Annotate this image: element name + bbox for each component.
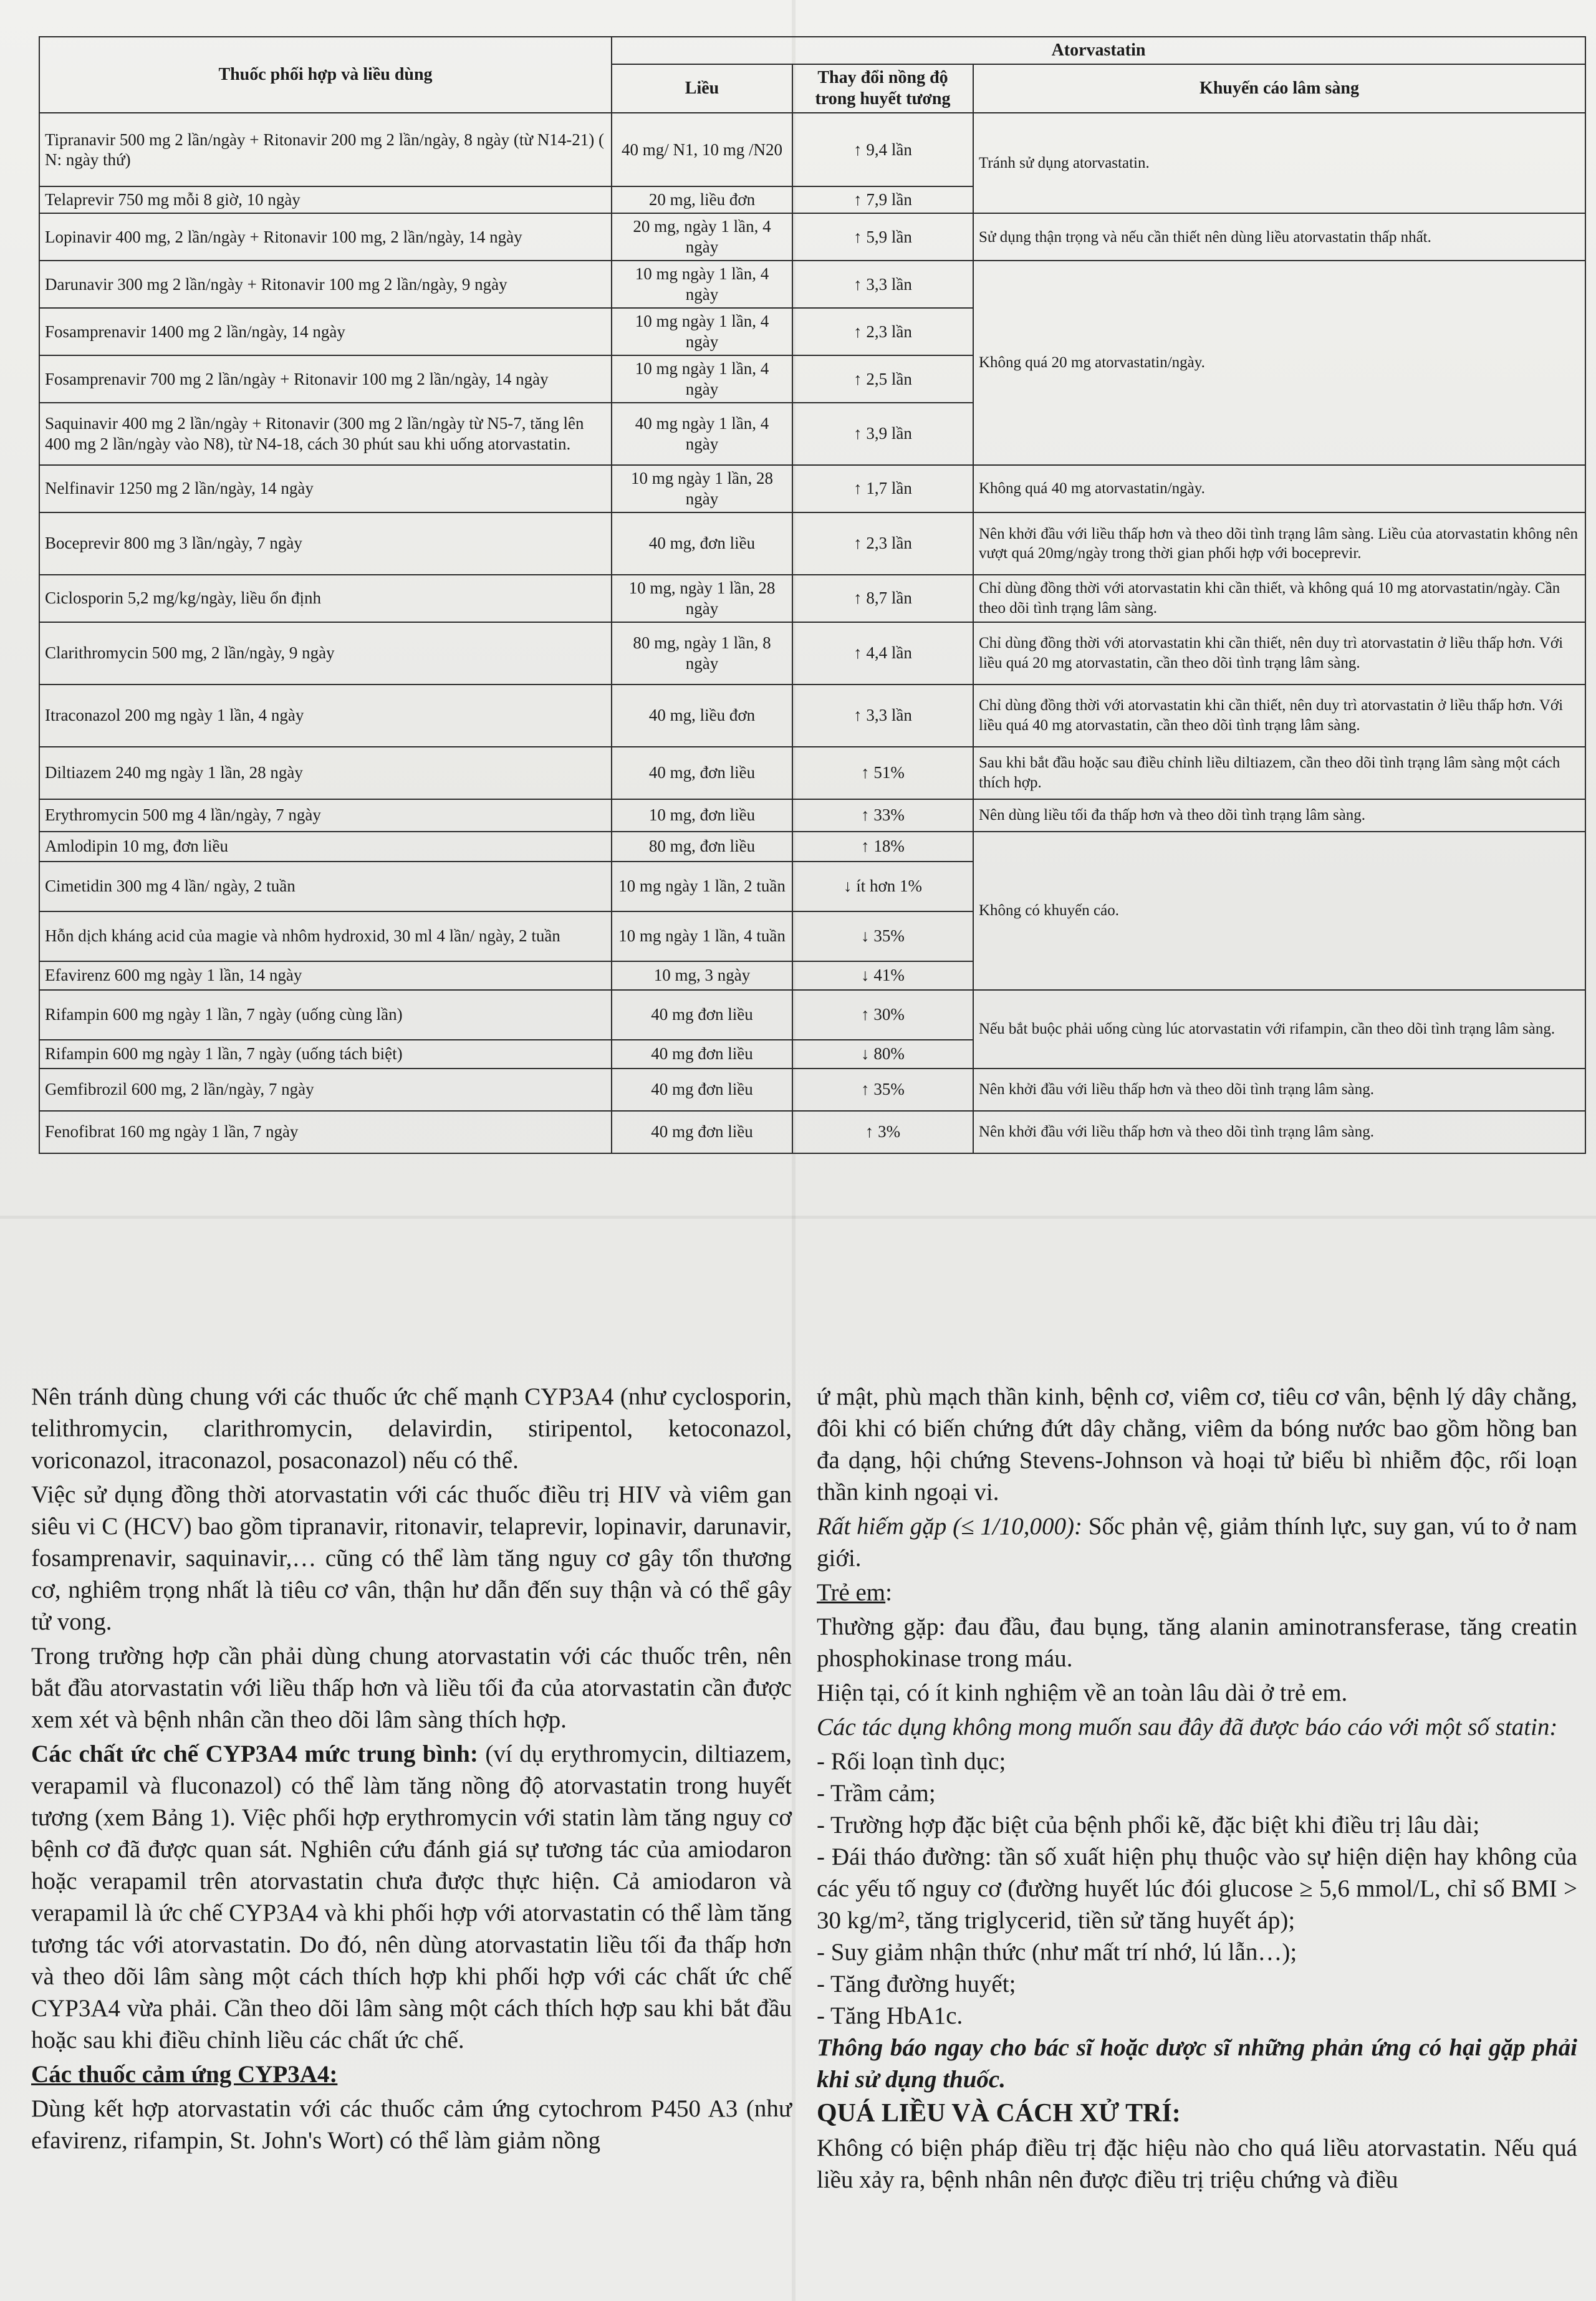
header-recommendation: Khuyến cáo lâm sàng [973, 64, 1585, 113]
drug-cell: Itraconazol 200 mg ngày 1 lần, 4 ngày [39, 685, 612, 747]
heading-colon: : [885, 1579, 892, 1606]
change-cell: ↑ 2,3 lần [792, 308, 973, 355]
table-row [39, 990, 1585, 1040]
header-change: Thay đổi nồng độ trong huyết tương [792, 64, 973, 113]
recommendation-cell: Không quá 20 mg atorvastatin/ngày. [973, 261, 1585, 465]
drug-cell: Cimetidin 300 mg 4 lần/ ngày, 2 tuần [39, 862, 612, 911]
section-heading: Các thuốc cảm ứng CYP3A4: [31, 2061, 338, 2088]
drug-cell: Amlodipin 10 mg, đơn liều [39, 832, 612, 862]
paragraph: Hiện tại, có ít kinh nghiệm về an toàn lâu dài ở trẻ em. [817, 1679, 1348, 1706]
list-item: - Suy giảm nhận thức (như mất trí nhớ, lú lẫn…); [817, 1939, 1297, 1966]
drug-cell: Ciclosporin 5,2 mg/kg/ngày, liều ổn định [39, 575, 612, 622]
paragraph: ứ mật, phù mạch thần kinh, bệnh cơ, viêm cơ, tiêu cơ vân, bệnh lý dây chằng, đôi khi có biến chứng đứt dây chằng, viêm da bóng nước bao gồm hồng ban đa dạng, hội chứng Stevens-Johnson và hoại tử biểu bì nhiễm độc, rối loạn thần kinh ngoại vi. [817, 1383, 1577, 1506]
table-row [39, 512, 1585, 575]
recommendation-cell: Nên khởi đầu với liều thấp hơn và theo dõi tình trạng lâm sàng. Liều của atorvastatin không nên vượt quá 20mg/ngày trong thời gian phối hợp với boceprevir. [973, 512, 1585, 575]
change-cell: ↑ 18% [792, 832, 973, 862]
change-cell: ↑ 3,9 lần [792, 403, 973, 465]
change-cell: ↓ 41% [792, 961, 973, 990]
change-cell: ↑ 5,9 lần [792, 213, 973, 261]
change-cell: ↑ 33% [792, 799, 973, 832]
subheading: Các chất ức chế CYP3A4 mức trung bình: [31, 1741, 478, 1767]
change-cell: ↑ 2,3 lần [792, 512, 973, 575]
header-dose: Liều [612, 64, 792, 113]
change-cell: ↑ 8,7 lần [792, 575, 973, 622]
drug-cell: Erythromycin 500 mg 4 lần/ngày, 7 ngày [39, 799, 612, 832]
change-cell: ↑ 7,9 lần [792, 186, 973, 213]
recommendation-cell: Chỉ dùng đồng thời với atorvastatin khi cần thiết, và không quá 10 mg atorvastatin/ngày. Cần theo dõi tình trạng lâm sàng. [973, 575, 1585, 622]
dose-cell: 40 mg, đơn liều [612, 747, 792, 799]
dose-cell: 40 mg đơn liều [612, 1040, 792, 1069]
drug-cell: Lopinavir 400 mg, 2 lần/ngày + Ritonavir 100 mg, 2 lần/ngày, 14 ngày [39, 213, 612, 261]
drug-cell: Saquinavir 400 mg 2 lần/ngày + Ritonavir (300 mg 2 lần/ngày từ N5-7, tăng lên 400 mg 2 lần/ngày vào N8), từ N4-18, cách 30 phút sau khi uống atorvastatin. [39, 403, 612, 465]
table-row [39, 832, 1585, 862]
recommendation-cell: Nên khởi đầu với liều thấp hơn và theo dõi tình trạng lâm sàng. [973, 1069, 1585, 1111]
warning-note: Thông báo ngay cho bác sĩ hoặc dược sĩ những phản ứng có hại gặp phải khi sử dụng thuốc. [817, 2034, 1577, 2093]
drug-cell: Hỗn dịch kháng acid của magie và nhôm hydroxid, 30 ml 4 lần/ ngày, 2 tuần [39, 911, 612, 961]
recommendation-cell: Sau khi bắt đầu hoặc sau điều chỉnh liều diltiazem, cần theo dõi tình trạng lâm sàng một cách thích hợp. [973, 747, 1585, 799]
change-cell: ↑ 35% [792, 1069, 973, 1111]
drug-cell: Rifampin 600 mg ngày 1 lần, 7 ngày (uống tách biệt) [39, 1040, 612, 1069]
dose-cell: 10 mg ngày 1 lần, 28 ngày [612, 465, 792, 512]
section-heading: QUÁ LIỀU VÀ CÁCH XỬ TRÍ: [817, 2099, 1181, 2128]
paragraph: Việc sử dụng đồng thời atorvastatin với các thuốc điều trị HIV và viêm gan siêu vi C (HCV) bao gồm tipranavir, ritonavir, telaprevir, lopinavir, darunavir, fosamprenavir, saquinavir,… cũng có thể làm tăng nguy cơ gây tổn thương cơ, nghiêm trọng nhất là tiêu cơ vân, thận hư dẫn đến suy thận và có thể gây tử vong. [31, 1481, 792, 1635]
recommendation-cell: Tránh sử dụng atorvastatin. [973, 113, 1585, 213]
change-cell: ↑ 1,7 lần [792, 465, 973, 512]
table-row [39, 465, 1585, 512]
dose-cell: 40 mg đơn liều [612, 1069, 792, 1111]
drug-cell: Diltiazem 240 mg ngày 1 lần, 28 ngày [39, 747, 612, 799]
dose-cell: 80 mg, đơn liều [612, 832, 792, 862]
left-text-column [31, 1381, 792, 2159]
change-cell: ↑ 3,3 lần [792, 685, 973, 747]
change-cell: ↑ 9,4 lần [792, 113, 973, 186]
change-cell: ↓ ít hơn 1% [792, 862, 973, 911]
dose-cell: 20 mg, liều đơn [612, 186, 792, 213]
table-row [39, 1069, 1585, 1111]
paragraph: Không có biện pháp điều trị đặc hiệu nào cho quá liều atorvastatin. Nếu quá liều xảy ra, bệnh nhân nên được điều trị triệu chứng và điều [817, 2135, 1577, 2193]
paragraph [31, 1738, 792, 2056]
dose-cell: 10 mg ngày 1 lần, 4 ngày [612, 308, 792, 355]
recommendation-cell: Chỉ dùng đồng thời với atorvastatin khi cần thiết, nên duy trì atorvastatin ở liều thấp hơn. Với liều quá 20 mg atorvastatin, cần theo dõi tình trạng lâm sàng. [973, 622, 1585, 685]
change-cell: ↑ 3% [792, 1111, 973, 1153]
drug-cell: Efavirenz 600 mg ngày 1 lần, 14 ngày [39, 961, 612, 990]
recommendation-cell: Chỉ dùng đồng thời với atorvastatin khi cần thiết, nên duy trì atorvastatin ở liều thấp hơn. Với liều quá 40 mg atorvastatin, cần theo dõi tình trạng lâm sàng. [973, 685, 1585, 747]
drug-cell: Clarithromycin 500 mg, 2 lần/ngày, 9 ngày [39, 622, 612, 685]
dose-cell: 10 mg ngày 1 lần, 2 tuần [612, 862, 792, 911]
dose-cell: 40 mg đơn liều [612, 1111, 792, 1153]
paragraph [817, 1511, 1577, 1574]
dose-cell: 10 mg ngày 1 lần, 4 ngày [612, 355, 792, 403]
dose-cell: 40 mg ngày 1 lần, 4 ngày [612, 403, 792, 465]
section-heading-line [817, 1577, 1577, 1608]
list-item: - Rối loạn tình dục; [817, 1748, 1006, 1775]
dose-cell: 10 mg, 3 ngày [612, 961, 792, 990]
drug-cell: Rifampin 600 mg ngày 1 lần, 7 ngày (uống cùng lần) [39, 990, 612, 1040]
table-header-row [39, 37, 1585, 64]
table-row [39, 799, 1585, 832]
drug-cell: Darunavir 300 mg 2 lần/ngày + Ritonavir 100 mg 2 lần/ngày, 9 ngày [39, 261, 612, 308]
change-cell: ↑ 30% [792, 990, 973, 1040]
change-cell: ↓ 80% [792, 1040, 973, 1069]
paragraph-text: Sốc phản vệ, giảm thính lực, suy gan, vú to ở nam giới. [817, 1513, 1577, 1572]
recommendation-cell: Không quá 40 mg atorvastatin/ngày. [973, 465, 1585, 512]
drug-cell: Fosamprenavir 1400 mg 2 lần/ngày, 14 ngày [39, 308, 612, 355]
paragraph-text: (ví dụ erythromycin, diltiazem, verapamil và fluconazol) có thể làm tăng nồng độ atorvastatin trong huyết tương (xem Bảng 1). Việc phối hợp erythromycin với statin làm tăng nguy cơ bệnh cơ đã được quan sát. Nghiên cứu đánh giá sự tương tác của amiodaron hoặc verapamil trên atorvastatin chưa được thực hiện. Cả amiodaron và verapamil là ức chế CYP3A4 và khi phối hợp với atorvastatin có thể làm tăng tương tác với atorvastatin. Do đó, nên dùng atorvastatin liều tối đa thấp hơn và theo dõi lâm sàng một cách thích hợp khi phối hợp với các chất ức chế CYP3A4 vừa phải. Cần theo dõi lâm sàng một cách thích hợp sau khi bắt đầu hoặc sau khi điều chỉnh liều các chất ức chế. [31, 1741, 792, 2054]
dose-cell: 80 mg, ngày 1 lần, 8 ngày [612, 622, 792, 685]
paragraph: Các tác dụng không mong muốn sau đây đã được báo cáo với một số statin: [817, 1714, 1558, 1741]
table-row [39, 261, 1585, 308]
paragraph: Thường gặp: đau đầu, đau bụng, tăng alanin aminotransferase, tăng creatin phosphokinase trong máu. [817, 1613, 1577, 1672]
table-row [39, 213, 1585, 261]
paragraph: Dùng kết hợp atorvastatin với các thuốc cảm ứng cytochrom P450 A3 (như efavirenz, rifampin, St. John's Wort) có thể làm giảm nồng [31, 2095, 792, 2154]
dose-cell: 10 mg, ngày 1 lần, 28 ngày [612, 575, 792, 622]
recommendation-cell: Nên dùng liều tối đa thấp hơn và theo dõi tình trạng lâm sàng. [973, 799, 1585, 832]
drug-cell: Gemfibrozil 600 mg, 2 lần/ngày, 7 ngày [39, 1069, 612, 1111]
table-row [39, 747, 1585, 799]
table-row [39, 113, 1585, 186]
change-cell: ↑ 2,5 lần [792, 355, 973, 403]
dose-cell: 40 mg đơn liều [612, 990, 792, 1040]
change-cell: ↓ 35% [792, 911, 973, 961]
list-item: - Trường hợp đặc biệt của bệnh phổi kẽ, đặc biệt khi điều trị lâu dài; [817, 1812, 1480, 1838]
dose-cell: 10 mg, đơn liều [612, 799, 792, 832]
table-row [39, 685, 1585, 747]
paragraph: Nên tránh dùng chung với các thuốc ức chế mạnh CYP3A4 (như cyclosporin, telithromycin, clarithromycin, delavirdin, stiripentol, ketoconazol, voriconazol, itraconazol, posaconazol) nếu có thể. [31, 1383, 792, 1474]
right-text-column [817, 1381, 1577, 2198]
list-item: - Trầm cảm; [817, 1780, 936, 1807]
recommendation-cell: Nếu bắt buộc phải uống cùng lúc atorvastatin với rifampin, cần theo dõi tình trạng lâm sàng. [973, 990, 1585, 1069]
list-item: - Đái tháo đường: tần số xuất hiện phụ thuộc vào sự hiện diện hay không của các yếu tố nguy cơ (đường huyết lúc đói glucose ≥ 5,6 mmol/L, chỉ số BMI > 30 kg/m², tăng triglycerid, tiền sử tăng huyết áp); [817, 1843, 1577, 1934]
table-row [39, 1111, 1585, 1153]
paragraph: Trong trường hợp cần phải dùng chung atorvastatin với các thuốc trên, nên bắt đầu atorvastatin với liều thấp hơn và liều tối đa của atorvastatin cần được xem xét và bệnh nhân cần theo dõi lâm sàng thích hợp. [31, 1643, 792, 1733]
paper-fold [0, 1216, 1596, 1219]
interaction-table [39, 36, 1586, 1154]
change-cell: ↑ 3,3 lần [792, 261, 973, 308]
recommendation-cell: Sử dụng thận trọng và nếu cần thiết nên dùng liều atorvastatin thấp nhất. [973, 213, 1585, 261]
drug-cell: Tipranavir 500 mg 2 lần/ngày + Ritonavir 200 mg 2 lần/ngày, 8 ngày (từ N14-21) ( N: ngày thứ) [39, 113, 612, 186]
header-atorvastatin: Atorvastatin [612, 37, 1585, 64]
change-cell: ↑ 4,4 lần [792, 622, 973, 685]
drug-cell: Nelfinavir 1250 mg 2 lần/ngày, 14 ngày [39, 465, 612, 512]
drug-cell: Fosamprenavir 700 mg 2 lần/ngày + Ritonavir 100 mg 2 lần/ngày, 14 ngày [39, 355, 612, 403]
dose-cell: 40 mg, đơn liều [612, 512, 792, 575]
table-row [39, 575, 1585, 622]
dose-cell: 20 mg, ngày 1 lần, 4 ngày [612, 213, 792, 261]
table-row [39, 622, 1585, 685]
dose-cell: 10 mg ngày 1 lần, 4 tuần [612, 911, 792, 961]
drug-cell: Telaprevir 750 mg mỗi 8 giờ, 10 ngày [39, 186, 612, 213]
dose-cell: 40 mg/ N1, 10 mg /N20 [612, 113, 792, 186]
list-item: - Tăng đường huyết; [817, 1971, 1016, 1997]
drug-cell: Boceprevir 800 mg 3 lần/ngày, 7 ngày [39, 512, 612, 575]
dose-cell: 10 mg ngày 1 lần, 4 ngày [612, 261, 792, 308]
header-drug: Thuốc phối hợp và liều dùng [39, 37, 612, 113]
change-cell: ↑ 51% [792, 747, 973, 799]
dose-cell: 40 mg, liều đơn [612, 685, 792, 747]
recommendation-cell: Không có khuyến cáo. [973, 832, 1585, 990]
recommendation-cell: Nên khởi đầu với liều thấp hơn và theo dõi tình trạng lâm sàng. [973, 1111, 1585, 1153]
frequency-label: Rất hiếm gặp (≤ 1/10,000): [817, 1513, 1082, 1540]
drug-cell: Fenofibrat 160 mg ngày 1 lần, 7 ngày [39, 1111, 612, 1153]
list-item: - Tăng HbA1c. [817, 2002, 963, 2029]
section-heading: Trẻ em [817, 1579, 886, 1606]
